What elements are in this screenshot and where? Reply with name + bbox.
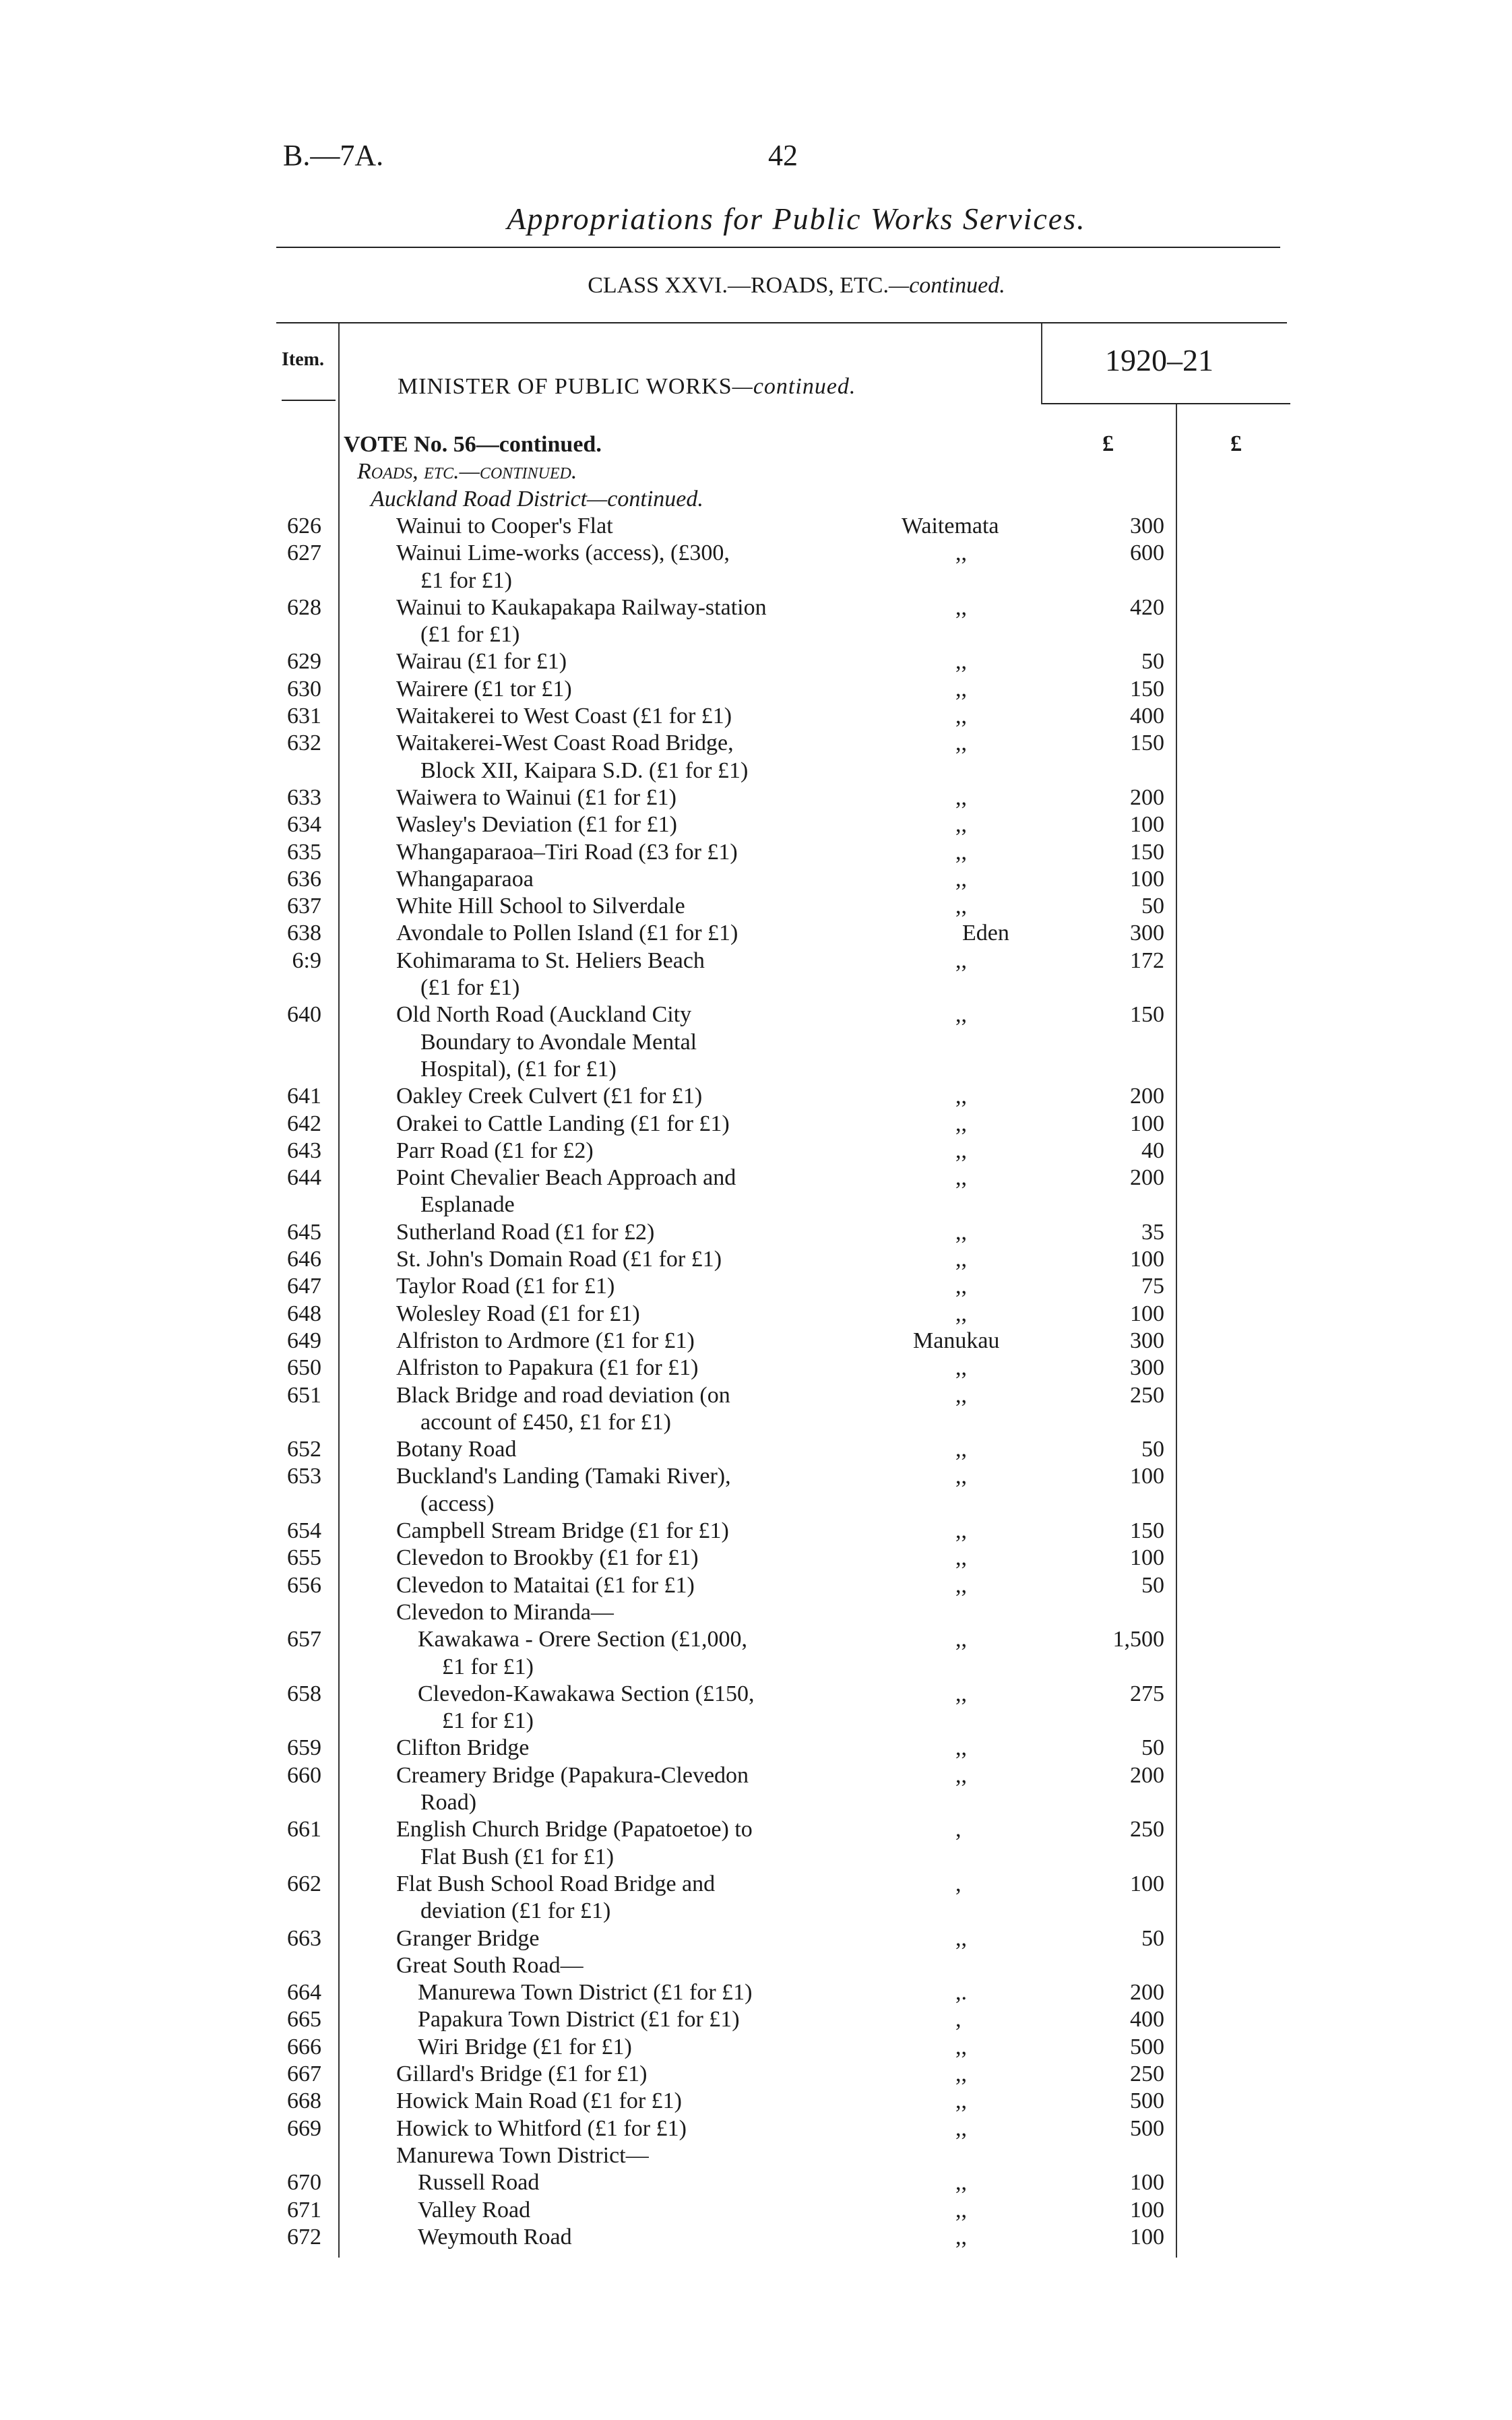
ditto-mark: ,, [955, 1382, 967, 1408]
ditto-mark: ,, [955, 704, 967, 728]
item-number: 633 [287, 784, 321, 810]
item-number: 669 [287, 2115, 321, 2141]
ditto-mark: ,, [955, 1572, 967, 1598]
item-number: 643 [287, 1138, 321, 1163]
item-number: 638 [287, 921, 321, 946]
item-number: 648 [287, 1301, 321, 1326]
item-number: 631 [287, 704, 321, 728]
amount-value: 200 [1130, 1980, 1164, 2006]
item-number: 670 [287, 2170, 321, 2196]
work-description-line: Weymouth Road [418, 2224, 572, 2250]
work-description-line: deviation (£1 for £1) [420, 1898, 611, 1924]
work-description-line: £1 for £1) [442, 1708, 534, 1734]
amount-value: 100 [1130, 1111, 1164, 1136]
work-description-line: Manurewa Town District (£1 for £1) [418, 1980, 753, 2006]
ditto-mark: ,, [955, 1735, 967, 1761]
table-top-rule [276, 322, 1287, 323]
class-heading [0, 273, 1512, 299]
amount-value: 300 [1130, 921, 1164, 946]
item-number: 637 [287, 894, 321, 919]
amount-value: 300 [1130, 513, 1164, 538]
amount-value: 50 [1141, 1572, 1164, 1598]
pound-heading-2: £ [1230, 431, 1242, 456]
work-description-line: Waitakerei to West Coast (£1 for £1) [396, 704, 732, 728]
vote-heading-line: Auckland Road District—continued. [371, 486, 703, 511]
item-number: 636 [287, 866, 321, 892]
item-number: 655 [287, 1545, 321, 1571]
item-number: 661 [287, 1817, 321, 1842]
amount-value: 150 [1130, 1002, 1164, 1028]
ditto-mark: ,, [955, 1627, 967, 1652]
work-description-line: Clevedon to Miranda— [396, 1599, 614, 1625]
ditto-mark: ,, [955, 784, 967, 810]
work-description-line: Buckland's Landing (Tamaki River), [396, 1464, 731, 1489]
ditto-mark: ,, [955, 1545, 967, 1571]
year-heading-rule [1041, 403, 1290, 404]
work-description-line: Wairau (£1 for £1) [396, 649, 567, 675]
amount-column-divider [1041, 323, 1042, 404]
ditto-mark: ,. [955, 1980, 967, 2006]
work-description-line: Alfriston to Papakura (£1 for £1) [396, 1355, 699, 1381]
ditto-mark: ,, [955, 1464, 967, 1489]
ditto-mark: ,, [955, 540, 967, 566]
amount-value: 100 [1130, 1464, 1164, 1489]
ditto-mark: ,, [955, 948, 967, 973]
ditto-mark: ,, [955, 649, 967, 675]
amount-value: 50 [1141, 1735, 1164, 1761]
ditto-mark: ,, [955, 839, 967, 865]
item-number: 665 [287, 2007, 321, 2033]
ditto-mark: ,, [955, 1437, 967, 1462]
amount-value: 100 [1130, 1545, 1164, 1571]
work-description-line: Great South Road— [396, 1952, 584, 1978]
amount-value: 150 [1130, 839, 1164, 865]
amount-value: 420 [1130, 594, 1164, 620]
ditto-mark: ,, [955, 1301, 967, 1326]
item-number: 654 [287, 1518, 321, 1543]
work-description-line: (£1 for £1) [420, 622, 520, 648]
ditto-mark: ,, [955, 1925, 967, 1951]
amount-value: 100 [1130, 1247, 1164, 1272]
work-description-line: Taylor Road (£1 for £1) [396, 1274, 615, 1299]
item-number: 6:9 [292, 948, 321, 973]
ditto-mark: ,, [955, 2115, 967, 2141]
work-description-line: Esplanade [420, 1192, 515, 1218]
ditto-mark: ,, [955, 866, 967, 892]
ditto-mark: ,, [955, 1002, 967, 1028]
ditto-mark: ,, [955, 1274, 967, 1299]
pound-heading-1: £ [1102, 431, 1114, 456]
minister-heading-text: MINISTER OF PUBLIC WORKS [398, 374, 732, 399]
ditto-mark: ,, [955, 1111, 967, 1136]
amount-value: 150 [1130, 1518, 1164, 1543]
item-number: 653 [287, 1464, 321, 1489]
item-number: 662 [287, 1871, 321, 1896]
item-number: 668 [287, 2088, 321, 2114]
work-description-line: Orakei to Cattle Landing (£1 for £1) [396, 1111, 730, 1136]
work-description-line: Russell Road [418, 2170, 540, 2196]
amount-value: 100 [1130, 2170, 1164, 2196]
ditto-mark: ,, [955, 2224, 967, 2250]
item-number: 627 [287, 540, 321, 566]
minister-heading [398, 374, 856, 400]
work-description-line: Parr Road (£1 for £2) [396, 1138, 594, 1163]
work-description-line: Block XII, Kaipara S.D. (£1 for £1) [420, 757, 749, 783]
district-name: Waitemata [902, 513, 999, 538]
work-description-line: Waitakerei-West Coast Road Bridge, [396, 731, 734, 756]
item-number: 634 [287, 812, 321, 838]
amount-value: 50 [1141, 894, 1164, 919]
work-description-line: Valley Road [418, 2197, 531, 2223]
item-number: 632 [287, 731, 321, 756]
ditto-mark: ,, [955, 1681, 967, 1706]
ditto-mark: ,, [955, 676, 967, 702]
amount-value: 40 [1141, 1138, 1164, 1163]
ditto-mark: ,, [955, 1138, 967, 1163]
work-description-line: account of £450, £1 for £1) [420, 1409, 672, 1435]
item-number: 646 [287, 1247, 321, 1272]
amount-value: 200 [1130, 1084, 1164, 1109]
ditto-mark: , [955, 2007, 962, 2033]
work-description-line: Clevedon-Kawakawa Section (£150, [418, 1681, 755, 1706]
amount-value: 100 [1130, 2197, 1164, 2223]
work-description-line: Howick to Whitford (£1 for £1) [396, 2115, 687, 2141]
amount-value: 500 [1130, 2034, 1164, 2059]
work-description-line: Wiri Bridge (£1 for £1) [418, 2034, 632, 2059]
work-description-line: Campbell Stream Bridge (£1 for £1) [396, 1518, 729, 1543]
work-description-line: Botany Road [396, 1437, 517, 1462]
work-description-line: Sutherland Road (£1 for £2) [396, 1219, 655, 1245]
amount-value: 75 [1141, 1274, 1164, 1299]
work-description-line: Granger Bridge [396, 1925, 540, 1951]
amount-value: 100 [1130, 1301, 1164, 1326]
ditto-mark: ,, [955, 1165, 967, 1191]
amount-value: 1,500 [1112, 1627, 1164, 1652]
item-number: 640 [287, 1002, 321, 1028]
work-description-line: Clevedon to Mataitai (£1 for £1) [396, 1572, 695, 1598]
amount-value: 200 [1130, 1165, 1164, 1191]
ditto-mark: ,, [955, 1219, 967, 1245]
work-description-line: Old North Road (Auckland City [396, 1002, 692, 1028]
amount-value: 172 [1130, 948, 1164, 973]
work-description-line: Kawakawa - Orere Section (£1,000, [418, 1627, 748, 1652]
work-description-line: Hospital), (£1 for £1) [420, 1056, 617, 1082]
amount-value: 100 [1130, 2224, 1164, 2250]
ditto-mark: ,, [955, 731, 967, 756]
amount-value: 500 [1130, 2088, 1164, 2114]
amount-value: 50 [1141, 649, 1164, 675]
ditto-mark: ,, [955, 2061, 967, 2086]
ditto-mark: , [955, 1817, 962, 1842]
work-description-line: White Hill School to Silverdale [396, 894, 685, 919]
work-description-line: £1 for £1) [442, 1654, 534, 1679]
ditto-mark: ,, [955, 2034, 967, 2059]
amount-value: 300 [1130, 1355, 1164, 1381]
district-name: Manukau [913, 1328, 1000, 1353]
ditto-mark: ,, [955, 894, 967, 919]
work-description-line: Creamery Bridge (Papakura-Clevedon [396, 1762, 749, 1788]
item-number: 628 [287, 594, 321, 620]
ditto-mark: ,, [955, 594, 967, 620]
work-description-line: Road) [420, 1790, 477, 1815]
work-description-line: Wainui to Cooper's Flat [396, 513, 613, 538]
amount-value: 500 [1130, 2115, 1164, 2141]
item-number: 647 [287, 1274, 321, 1299]
item-number: 659 [287, 1735, 321, 1761]
amount-value: 200 [1130, 1762, 1164, 1788]
work-description-line: Papakura Town District (£1 for £1) [418, 2007, 740, 2033]
amount-value: 300 [1130, 1328, 1164, 1353]
item-heading-rule [282, 400, 336, 401]
document-reference: B.—7A. [283, 139, 384, 172]
work-description-line: Clevedon to Brookby (£1 for £1) [396, 1545, 699, 1571]
amount-value: 400 [1130, 2007, 1164, 2033]
work-description-line: Oakley Creek Culvert (£1 for £1) [396, 1084, 703, 1109]
work-description-line: Waiwera to Wainui (£1 for £1) [396, 784, 676, 810]
ditto-mark: ,, [955, 1518, 967, 1543]
amount-value: 275 [1130, 1681, 1164, 1706]
class-heading-text: CLASS XXVI.—ROADS, ETC. [588, 273, 889, 298]
work-description-line: Point Chevalier Beach Approach and [396, 1165, 736, 1191]
amount-value: 400 [1130, 704, 1164, 728]
page-number: 42 [768, 139, 798, 172]
item-number: 641 [287, 1084, 321, 1109]
work-description-line: (access) [420, 1491, 495, 1516]
amount-value: 100 [1130, 866, 1164, 892]
item-number: 664 [287, 1980, 321, 2006]
item-number: 645 [287, 1219, 321, 1245]
work-description-line: Whangaparaoa [396, 866, 534, 892]
work-description-line: Avondale to Pollen Island (£1 for £1) [396, 921, 738, 946]
work-description-line: English Church Bridge (Papatoetoe) to [396, 1817, 753, 1842]
amount-value: 50 [1141, 1437, 1164, 1462]
work-description-line: Alfriston to Ardmore (£1 for £1) [396, 1328, 695, 1353]
work-description-line: St. John's Domain Road (£1 for £1) [396, 1247, 722, 1272]
item-number: 642 [287, 1111, 321, 1136]
item-number: 663 [287, 1925, 321, 1951]
amount-value: 150 [1130, 731, 1164, 756]
vote-heading-line: VOTE No. 56—continued. [344, 432, 602, 457]
ditto-mark: ,, [955, 1355, 967, 1381]
ditto-mark: ,, [955, 812, 967, 838]
work-description-line: Wainui to Kaukapakapa Railway-station [396, 594, 767, 620]
amount-value: 250 [1130, 1382, 1164, 1408]
work-description-line: Black Bridge and road deviation (on [396, 1382, 730, 1408]
amount-value: 100 [1130, 1871, 1164, 1896]
amount-value: 50 [1141, 1925, 1164, 1951]
work-description-line: Manurewa Town District— [396, 2142, 649, 2168]
ditto-mark: ,, [955, 2197, 967, 2223]
work-description-line: Howick Main Road (£1 for £1) [396, 2088, 682, 2114]
item-number: 666 [287, 2034, 321, 2059]
item-number: 656 [287, 1572, 321, 1598]
district-name: Eden [962, 921, 1009, 946]
item-number: 657 [287, 1627, 321, 1652]
work-description-line: Flat Bush School Road Bridge and [396, 1871, 716, 1896]
amount-value: 150 [1130, 676, 1164, 702]
work-description-line: Wolesley Road (£1 for £1) [396, 1301, 640, 1326]
ditto-mark: ,, [955, 1084, 967, 1109]
item-number: 667 [287, 2061, 321, 2086]
work-description-line: Wasley's Deviation (£1 for £1) [396, 812, 677, 838]
item-number: 652 [287, 1437, 321, 1462]
item-number: 658 [287, 1681, 321, 1706]
work-description-line: Wairere (£1 tor £1) [396, 676, 572, 702]
item-number: 644 [287, 1165, 321, 1191]
work-description-line: Gillard's Bridge (£1 for £1) [396, 2061, 648, 2086]
amount-value: 600 [1130, 540, 1164, 566]
item-number: 649 [287, 1328, 321, 1353]
item-number: 660 [287, 1762, 321, 1788]
minister-heading-continued: —continued. [732, 374, 856, 399]
amount-value: 250 [1130, 1817, 1164, 1842]
work-description-line: Wainui Lime-works (access), (£300, [396, 540, 730, 566]
item-number: 651 [287, 1382, 321, 1408]
year-heading: 1920–21 [1105, 343, 1214, 377]
amount-value: 250 [1130, 2061, 1164, 2086]
work-description-line: £1 for £1) [420, 567, 512, 593]
work-description-line: Kohimarama to St. Heliers Beach [396, 948, 705, 973]
amount-value: 100 [1130, 812, 1164, 838]
ditto-mark: ,, [955, 1247, 967, 1272]
item-column-heading: Item. [282, 349, 324, 370]
work-description-line: (£1 for £1) [420, 975, 520, 1000]
item-number: 629 [287, 649, 321, 675]
work-description-line: Flat Bush (£1 for £1) [420, 1844, 615, 1869]
ditto-mark: ,, [955, 2088, 967, 2114]
ditto-mark: , [955, 1871, 962, 1896]
class-heading-continued: —continued. [888, 273, 1005, 298]
item-number: 650 [287, 1355, 321, 1381]
item-number: 672 [287, 2224, 321, 2250]
ditto-mark: ,, [955, 1762, 967, 1788]
item-column-divider [338, 323, 340, 2258]
pounds-column-divider [1176, 404, 1177, 2258]
item-number: 635 [287, 839, 321, 865]
amount-value: 200 [1130, 784, 1164, 810]
work-description-line: Whangaparaoa–Tiri Road (£3 for £1) [396, 839, 738, 865]
page-title: Appropriations for Public Works Services. [507, 201, 1086, 236]
work-description-line: Boundary to Avondale Mental [420, 1029, 697, 1055]
item-number: 630 [287, 676, 321, 702]
item-number: 671 [287, 2197, 321, 2223]
item-number: 626 [287, 513, 321, 538]
ditto-mark: ,, [955, 2170, 967, 2196]
title-rule [276, 247, 1280, 248]
work-description-line: Clifton Bridge [396, 1735, 530, 1761]
amount-value: 35 [1141, 1219, 1164, 1245]
vote-heading-line: Roads, etc.—continued. [357, 459, 577, 485]
